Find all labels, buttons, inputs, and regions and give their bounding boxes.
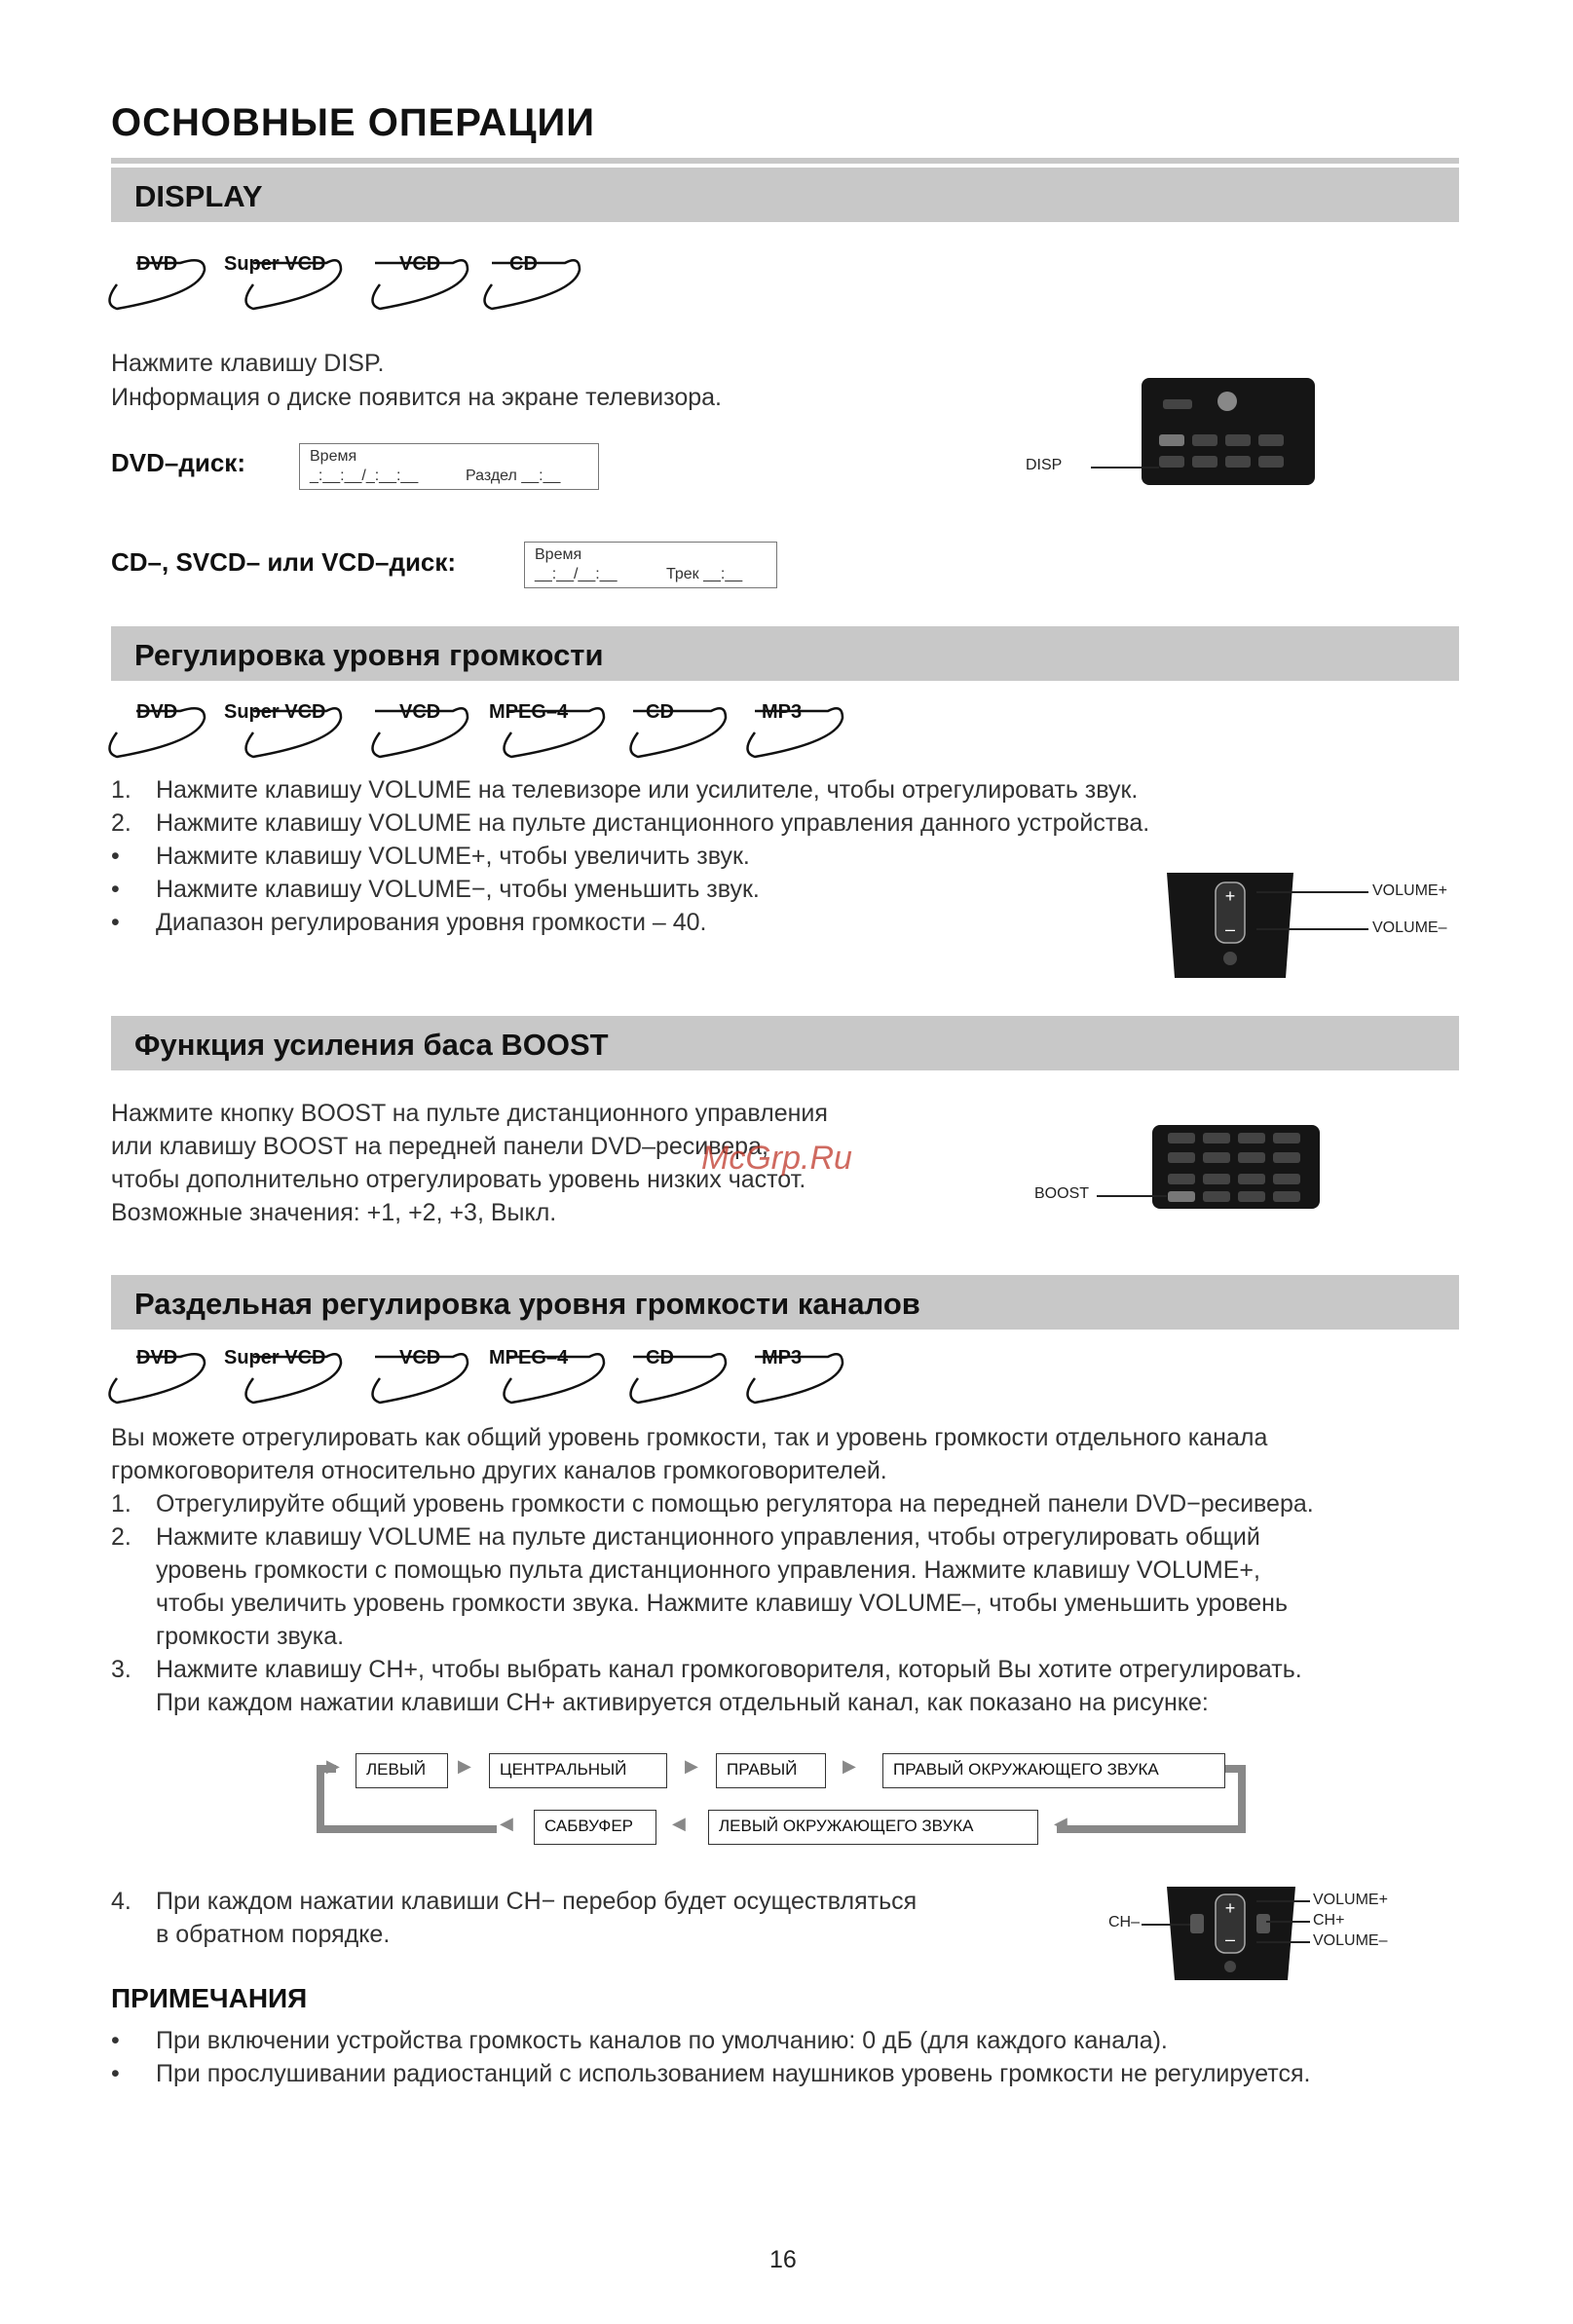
flow-box-left: ЛЕВЫЙ (356, 1753, 448, 1788)
box-time-label: Время (535, 546, 582, 563)
ch-plus-callout: CH+ (1313, 1912, 1345, 1929)
remote-volume-image (1167, 873, 1293, 978)
flow-box-center: ЦЕНТРАЛЬНЫЙ (489, 1753, 667, 1788)
list-item: • При включении устройства громкость каналов по умолчанию: 0 дБ (для каждого канала). (111, 2027, 1168, 2054)
text-line: Вы можете отрегулировать как общий уровень громкости, так и уровень громкости отдельного канала (111, 1424, 1268, 1451)
list-item: • Нажмите клавишу VOLUME−, чтобы уменьшить звук. (111, 876, 760, 903)
page-number: 16 (769, 2246, 797, 2273)
cd-display-box (524, 542, 777, 588)
svg-text:–: – (1224, 1930, 1236, 1949)
remote-disp-image (1142, 378, 1315, 485)
disc-label-mpeg4: MPEG–4 (489, 1347, 569, 1368)
arrow-left-icon: ◀ (1054, 1814, 1067, 1833)
arrow-right-icon: ▶ (458, 1756, 471, 1776)
volume-list (111, 773, 1319, 939)
display-instruction: Нажмите клавишу DISP. (111, 350, 385, 377)
list-item: • Нажмите клавишу VOLUME+, чтобы увеличить звук. (111, 843, 750, 870)
list-item: 4. При каждом нажатии клавиши CH− перебор будет осуществляться в обратном порядке. (111, 1888, 918, 1948)
section-bar-channels (111, 1275, 1459, 1330)
disp-callout: DISP (1026, 457, 1063, 473)
arrow-left-icon: ◀ (672, 1814, 686, 1833)
disc-label-vcd: VCD (399, 253, 441, 275)
volume-minus-callout: VOLUME– (1313, 1932, 1388, 1949)
section-heading: DISPLAY (134, 179, 263, 213)
flow-box-right-surround: ПРАВЫЙ ОКРУЖАЮЩЕГО ЗВУКА (882, 1753, 1225, 1788)
box-time-label: Время (310, 448, 357, 465)
arrow-right-icon: ▶ (326, 1756, 340, 1776)
disc-label-cd: CD (646, 1347, 674, 1368)
disc-label-dvd: DVD (136, 701, 178, 723)
callout-line (1256, 1900, 1310, 1902)
list-item: • Диапазон регулирования уровня громкости – 40. (111, 909, 707, 936)
section-heading: Раздельная регулировка уровня громкости каналов (134, 1287, 920, 1321)
disc-label-cd: CD (646, 701, 674, 723)
arrow-left-icon: ◀ (500, 1814, 513, 1833)
disc-label-mp3: MP3 (762, 701, 803, 723)
list-item: 2. Нажмите клавишу VOLUME на пульте дистанционного управления данного устройства. (111, 809, 1150, 837)
disc-compat-channels (107, 1339, 847, 1407)
cd-disc-label: CD–, SVCD– или VCD–диск: (111, 547, 457, 577)
channels-text (111, 1421, 1475, 1719)
step4 (111, 1885, 917, 1951)
section-bar-boost (111, 1016, 1459, 1070)
flow-box-right: ПРАВЫЙ (716, 1753, 826, 1788)
svg-text:+: + (1224, 1898, 1236, 1918)
disp-callout-line (1091, 467, 1159, 469)
text-line: Возможные значения: +1, +2, +3, Выкл. (111, 1199, 557, 1226)
flow-box-subwoofer: САБВУФЕР (534, 1810, 656, 1845)
boost-callout: BOOST (1034, 1185, 1090, 1202)
text-line: Нажмите кнопку BOOST на пульте дистанционного управления (111, 1100, 828, 1127)
watermark: McGrp.Ru (701, 1140, 852, 1177)
volume-plus-line (1256, 891, 1368, 893)
box-time-value: __:__/__:__ (535, 566, 618, 582)
callout-line (1266, 1921, 1310, 1923)
flow-box-left-surround: ЛЕВЫЙ ОКРУЖАЮЩЕГО ЗВУКА (708, 1810, 1038, 1845)
page-title: ОСНОВНЫЕ ОПЕРАЦИИ (111, 101, 596, 144)
arrow-right-icon: ▶ (843, 1756, 856, 1776)
title-rule (111, 158, 1459, 164)
text-line: громкоговорителя относительно других каналов громкоговорителей. (111, 1457, 887, 1484)
disc-label-dvd: DVD (136, 1347, 178, 1368)
dvd-disc-label: DVD–диск: (111, 448, 245, 477)
disc-label-svcd: Super VCD (224, 701, 326, 723)
dvd-display-box (299, 443, 599, 490)
disc-label-cd: CD (509, 253, 538, 275)
arrow-right-icon: ▶ (685, 1756, 698, 1776)
text-line: чтобы дополнительно отрегулировать уровень низких частот. (111, 1166, 806, 1193)
power-icon (1217, 392, 1237, 411)
svg-text:+: + (1224, 886, 1236, 906)
notes-heading: ПРИМЕЧАНИЯ (111, 1983, 308, 2013)
remote-boost-image (1152, 1125, 1320, 1209)
list-item: 2. Нажмите клавишу VOLUME на пульте дистанционного управления, чтобы отрегулировать общий уровень громкости с помощью пульта дистанционного управления. Нажмите клавишу VOLUME+, чтобы увеличить уровень громкости звука. Нажмите клавишу VOLUME–, чтобы уменьшить уровень громкости звука. (111, 1523, 1289, 1650)
notes-list (111, 2024, 1310, 2090)
svg-text:–: – (1224, 919, 1236, 939)
ch-minus-callout: CH– (1108, 1914, 1141, 1930)
volume-plus-callout: VOLUME+ (1372, 882, 1447, 899)
section-bar-volume (111, 626, 1459, 681)
disc-label-vcd: VCD (399, 701, 441, 723)
list-item: 1. Нажмите клавишу VOLUME на телевизоре или усилителе, чтобы отрегулировать звук. (111, 776, 1139, 804)
disc-compat-volume (107, 693, 847, 762)
section-heading: Функция усиления баса BOOST (134, 1028, 609, 1062)
disc-label-svcd: Super VCD (224, 1347, 326, 1368)
display-info: Информация о диске появится на экране телевизора. (111, 384, 722, 411)
box-time-value: _:__:__/_:__:__ (310, 468, 419, 484)
volume-minus-callout: VOLUME– (1372, 919, 1447, 936)
volume-plus-callout: VOLUME+ (1313, 1892, 1388, 1908)
list-item: 1. Отрегулируйте общий уровень громкости с помощью регулятора на передней панели DVD−ресивера. (111, 1490, 1314, 1518)
section-bar-display (111, 168, 1459, 222)
disc-label-dvd: DVD (136, 253, 178, 275)
text-line: или клавишу BOOST на передней панели DVD–ресивера, (111, 1133, 768, 1160)
disc-label-svcd: Super VCD (224, 253, 326, 275)
box-chapter: Раздел __:__ (466, 468, 561, 484)
callout-line (1256, 1941, 1310, 1943)
disc-label-vcd: VCD (399, 1347, 441, 1368)
section-heading: Регулировка уровня громкости (134, 638, 604, 672)
disc-label-mpeg4: MPEG–4 (489, 701, 569, 723)
volume-minus-line (1256, 928, 1368, 930)
box-track: Трек __:__ (666, 566, 743, 582)
boost-callout-line (1097, 1195, 1167, 1197)
list-item: 3. Нажмите клавишу CH+, чтобы выбрать канал громкоговорителя, который Вы хотите отрегулировать. При каждом нажатии клавиши CH+ активируется отдельный канал, как показано на рисунке: (111, 1656, 1302, 1716)
ch-minus-line (1142, 1924, 1190, 1926)
disc-label-mp3: MP3 (762, 1347, 803, 1368)
list-item: • При прослушивании радиостанций с использованием наушников уровень громкости не регулируется. (111, 2060, 1311, 2087)
